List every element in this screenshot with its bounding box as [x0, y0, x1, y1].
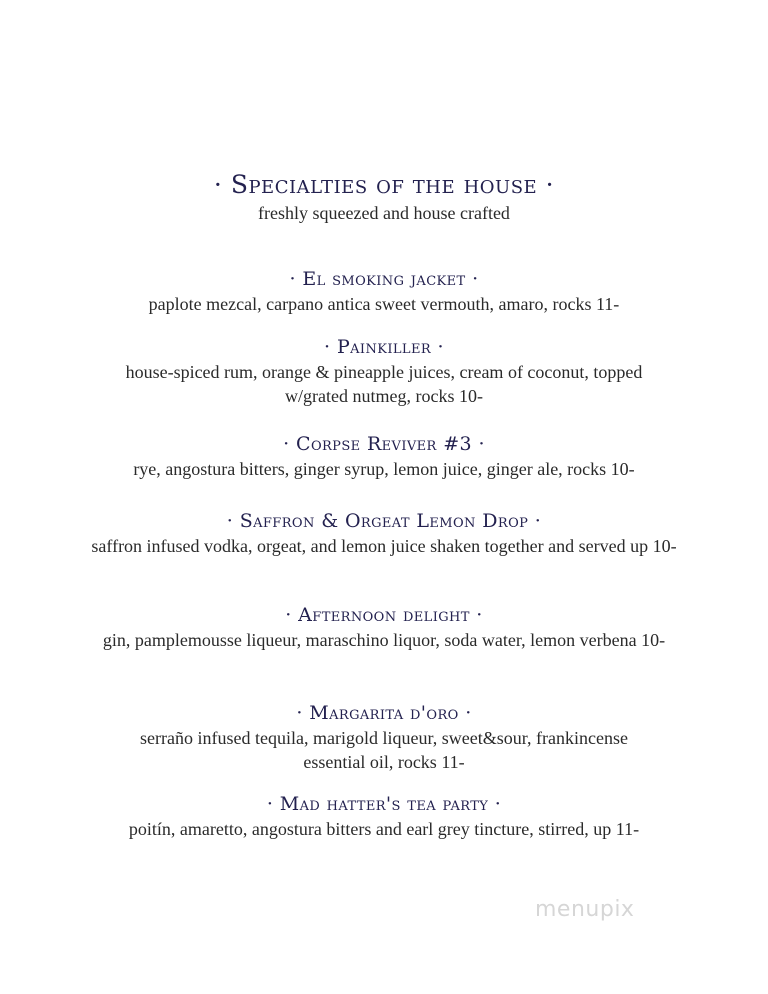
- drink-description: gin, pamplemousse liqueur, maraschino liquor, soda water, lemon verbena 10-: [102, 630, 666, 650]
- drink-name: [60, 791, 708, 817]
- name-left-dot: ·: [266, 793, 274, 815]
- drink-item: [60, 431, 708, 481]
- name-right-dot: ·: [494, 793, 502, 815]
- drink-description: saffron infused vodka, orgeat, and lemon juice shaken together and served up 10-: [91, 536, 677, 556]
- name-left-dot: ·: [324, 336, 331, 358]
- drink-name: [60, 602, 708, 628]
- drink-item: [60, 508, 708, 558]
- drink-description: paplote mezcal, carpano antica sweet vermouth, amaro, rocks 11-: [148, 294, 620, 314]
- name-right-dot: ·: [478, 433, 485, 455]
- name-left-dot: ·: [226, 510, 234, 532]
- drink-item: [60, 791, 708, 841]
- name-left-dot: ·: [296, 702, 303, 724]
- drink-name-text: Margarita d'oro: [309, 702, 459, 724]
- title-left-dot: ·: [213, 170, 223, 199]
- drink-item: [60, 334, 708, 408]
- drink-name: [60, 334, 708, 360]
- name-right-dot: ·: [476, 604, 483, 626]
- drink-name: [60, 431, 708, 457]
- drink-name: [60, 700, 708, 726]
- drink-description: poitín, amaretto, angostura bitters and earl grey tincture, stirred, up 11-: [128, 819, 640, 839]
- drink-name-text: Mad hatter's tea party: [279, 793, 489, 815]
- name-left-dot: ·: [285, 604, 292, 626]
- drink-name-text: Saffron & Orgeat Lemon Drop: [239, 510, 529, 532]
- name-right-dot: ·: [534, 510, 542, 532]
- drink-name: [60, 508, 708, 534]
- drink-item: [60, 602, 708, 652]
- name-right-dot: ·: [437, 336, 444, 358]
- drink-name-text: Afternoon delight: [298, 604, 470, 626]
- name-left-dot: ·: [289, 268, 296, 290]
- drink-name-text: Corpse Reviver #3: [296, 433, 472, 455]
- menupix-watermark: menupix: [535, 897, 635, 922]
- name-right-dot: ·: [465, 702, 472, 724]
- name-right-dot: ·: [472, 268, 479, 290]
- drink-description: rye, angostura bitters, ginger syrup, lemon juice, ginger ale, rocks 10-: [133, 459, 635, 479]
- drink-name-text: El smoking jacket: [302, 268, 466, 290]
- name-left-dot: ·: [283, 433, 290, 455]
- section-title-text: Specialties of the house: [230, 170, 538, 199]
- section-title: [0, 170, 768, 199]
- drink-description: house-spiced rum, orange & pineapple juices, cream of coconut, topped w/grated nutmeg, rocks 10-: [125, 362, 643, 406]
- title-right-dot: ·: [545, 170, 555, 199]
- drink-description: serraño infused tequila, marigold liqueur, sweet&sour, frankincense essential oil, rocks 11-: [140, 728, 628, 772]
- section-subtitle: freshly squeezed and house crafted: [258, 203, 510, 223]
- drink-item: [60, 700, 708, 774]
- drink-name-text: Painkiller: [336, 336, 432, 358]
- drink-item: [60, 266, 708, 316]
- drink-name: [60, 266, 708, 292]
